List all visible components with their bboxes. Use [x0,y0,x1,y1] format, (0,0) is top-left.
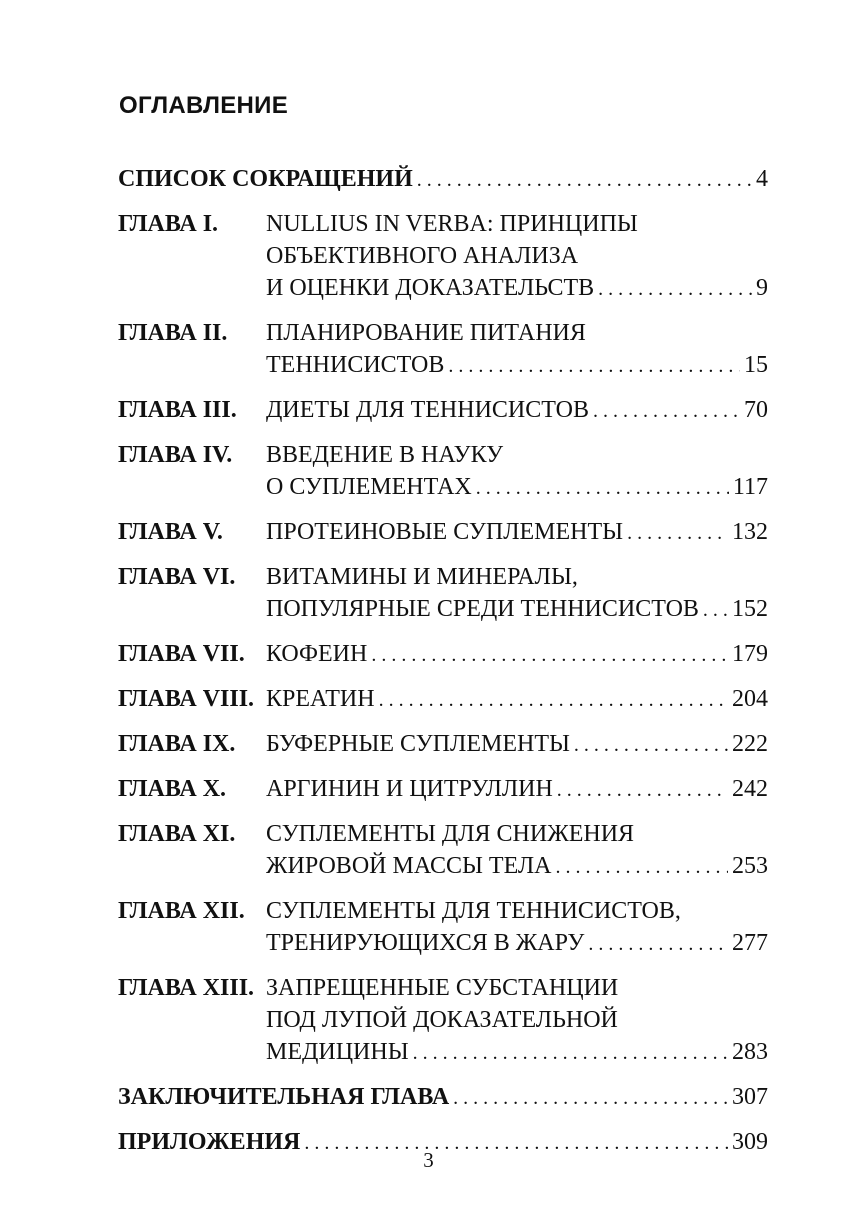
entry-title-line: ОБЪЕКТИВНОГО АНАЛИЗА [266,243,579,269]
toc-entry [118,818,768,883]
chapter-label: ГЛАВА I. [118,211,219,237]
entry-page-number: 15 [744,352,768,378]
entry-title-line: ВВЕДЕНИЕ В НАУКУ [266,442,504,468]
chapter-label: ГЛАВА XI. [118,821,236,847]
entry-body [266,818,768,883]
toc-entry [118,728,768,761]
toc-entry [118,317,768,382]
chapter-label: ГЛАВА VII. [118,641,245,667]
entry-title-line: О СУПЛЕМЕНТАХ [266,474,472,500]
dot-leader [453,1082,728,1114]
entry-page-number: 152 [732,596,768,622]
entry-title-line: КОФЕИН [266,641,368,667]
entry-title-line: И ОЦЕНКИ ДОКАЗАТЕЛЬСТВ [266,275,595,301]
entry-title-line: СПИСОК СОКРАЩЕНИЙ [118,166,413,192]
entry-leader-line [118,1081,768,1114]
dot-leader [627,517,728,549]
dot-leader [448,350,740,382]
entry-page-number: 242 [732,776,768,802]
entry-page-number: 132 [732,519,768,545]
entry-leader-line [266,927,768,960]
chapter-label: ГЛАВА X. [118,776,227,802]
entry-page-number: 277 [732,930,768,956]
chapter-label: ГЛАВА III. [118,397,237,423]
entry-body [266,208,768,305]
toc-entry [118,895,768,960]
entry-leader-line [266,773,768,806]
chapter-label: ГЛАВА IV. [118,442,233,468]
chapter-label: ГЛАВА II. [118,320,228,346]
toc-entry [118,208,768,305]
chapter-label: ГЛАВА V. [118,519,223,545]
dot-leader [598,273,752,305]
dot-leader [476,472,729,504]
entry-leader-line [266,593,768,626]
toc-entry [118,638,768,671]
toc-entry [118,773,768,806]
entry-page-number: 179 [732,641,768,667]
entry-title-line: МЕДИЦИНЫ [266,1039,409,1065]
entry-leader-line [266,272,768,305]
toc-entry [118,163,768,196]
dot-leader [574,729,728,761]
entry-title-line: СУПЛЕМЕНТЫ ДЛЯ СНИЖЕНИЯ [266,821,635,847]
dot-leader [413,1037,728,1069]
toc-entry [118,439,768,504]
toc-heading: ОГЛАВЛЕНИЕ [119,92,289,119]
entry-title-line: СУПЛЕМЕНТЫ ДЛЯ ТЕННИСИСТОВ, [266,898,681,924]
dot-leader [556,851,728,883]
toc-entry [118,1081,768,1114]
entry-leader-line [266,850,768,883]
entry-page-number: 9 [756,275,768,301]
chapter-label: ГЛАВА XII. [118,898,245,924]
toc-entry [118,516,768,549]
entry-leader-line [266,728,768,761]
chapter-label: ГЛАВА VIII. [118,686,255,712]
entry-title-line: ВИТАМИНЫ И МИНЕРАЛЫ, [266,564,578,590]
dot-leader [703,594,728,626]
entry-title-line: ДИЕТЫ ДЛЯ ТЕННИСИСТОВ [266,397,589,423]
chapter-label: ГЛАВА IX. [118,731,236,757]
entry-page-number: 307 [732,1084,768,1110]
chapter-label: ГЛАВА VI. [118,564,236,590]
entry-title-line: КРЕАТИН [266,686,375,712]
dot-leader [588,928,728,960]
entry-leader-line [266,349,768,382]
entry-page-number: 4 [756,166,768,192]
entry-title-line: ПОД ЛУПОЙ ДОКАЗАТЕЛЬНОЙ [266,1007,618,1033]
dot-leader [557,774,728,806]
entry-body [266,683,768,716]
dot-leader [371,639,728,671]
dot-leader [593,395,740,427]
toc-entry [118,561,768,626]
entry-body [266,394,768,427]
chapter-label: ГЛАВА XIII. [118,975,255,1001]
entry-body [266,439,768,504]
entry-page-number: 253 [732,853,768,879]
table-of-contents [118,163,768,1171]
dot-leader [417,164,752,196]
entry-page-number: 283 [732,1039,768,1065]
dot-leader [379,684,728,716]
entry-body [266,728,768,761]
entry-page-number: 204 [732,686,768,712]
entry-body [266,516,768,549]
entry-page-number: 70 [744,397,768,423]
entry-title-line: ПЛАНИРОВАНИЕ ПИТАНИЯ [266,320,586,346]
entry-body [266,972,768,1069]
entry-title-line: ЗАКЛЮЧИТЕЛЬНАЯ ГЛАВА [118,1084,450,1110]
entry-body [266,561,768,626]
entry-page-number: 117 [732,474,768,500]
entry-leader-line [266,638,768,671]
entry-leader-line [118,163,768,196]
entry-title-line: ПРОТЕИНОВЫЕ СУПЛЕМЕНТЫ [266,519,624,545]
entry-leader-line [266,394,768,427]
entry-leader-line [266,471,768,504]
entry-title-line: ТЕННИСИСТОВ [266,352,445,378]
entry-title-line: ЖИРОВОЙ МАССЫ ТЕЛА [266,853,552,879]
entry-body [266,317,768,382]
entry-body [266,895,768,960]
entry-page-number: 222 [732,731,768,757]
entry-title-line: NULLIUS IN VERBA: ПРИНЦИПЫ [266,211,638,237]
entry-title-line: ЗАПРЕЩЕННЫЕ СУБСТАНЦИИ [266,975,619,1001]
toc-entry [118,394,768,427]
toc-entry [118,972,768,1069]
entry-title-line: ТРЕНИРУЮЩИХСЯ В ЖАРУ [266,930,585,956]
entry-title-line: ПОПУЛЯРНЫЕ СРЕДИ ТЕННИСИСТОВ [266,596,699,622]
entry-title-line: АРГИНИН И ЦИТРУЛЛИН [266,776,553,802]
entry-body [118,1081,768,1114]
entry-page-number: 309 [732,1129,768,1155]
entry-title-line: ПРИЛОЖЕНИЯ [118,1129,301,1155]
entry-leader-line [266,516,768,549]
entry-body [266,773,768,806]
entry-leader-line [266,683,768,716]
entry-body [266,638,768,671]
entry-leader-line [266,1036,768,1069]
entry-body [118,163,768,196]
page-number: 3 [423,1148,434,1172]
toc-entry [118,683,768,716]
entry-title-line: БУФЕРНЫЕ СУПЛЕМЕНТЫ [266,731,570,757]
